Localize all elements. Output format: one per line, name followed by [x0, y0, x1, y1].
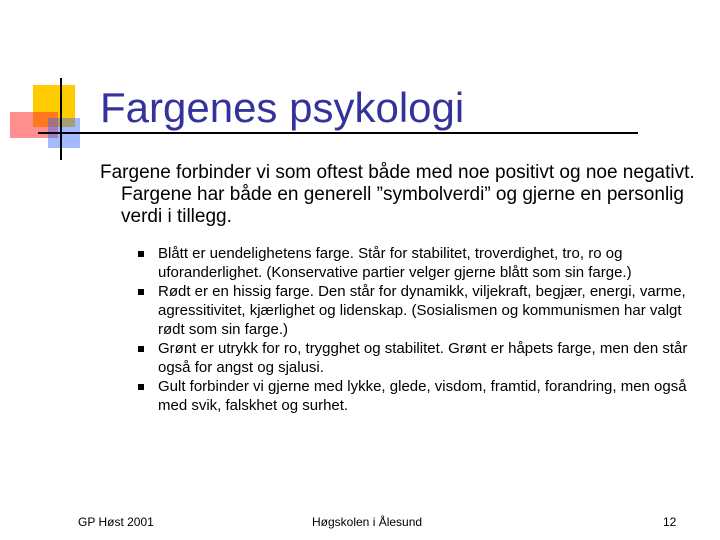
slide-title: Fargenes psykologi	[100, 84, 465, 131]
bullet-item-blue	[138, 244, 708, 282]
bullet-text: Blått er uendelighetens farge. Står for stabilitet, troverdighet, tro, ro og uforanderlighet. (Konservative partier velger gjerne blått som sin farge.)	[158, 245, 632, 281]
bullet-text: Rødt er en hissig farge. Den står for dynamikk, viljekraft, begjær, energi, varme, agressitivitet, kjærlighet og lidenskap. (Sosialismen og kommunismen har valgt rødt som sin farge.)	[158, 283, 686, 338]
footer-date: GP Høst 2001	[78, 515, 154, 529]
lead-paragraph: Fargene forbinder vi som oftest både med noe positivt og noe negativt. Fargene har både en generell ”symbolverdi” og gjerne en personlig verdi i tillegg.	[100, 162, 695, 227]
bullet-square-icon	[138, 289, 144, 295]
bullet-square-icon	[138, 384, 144, 390]
bullet-item-red	[138, 282, 708, 339]
decor-vertical-line	[60, 78, 62, 160]
bullet-item-yellow	[138, 377, 708, 415]
bullet-square-icon	[138, 346, 144, 352]
page-number: 12	[663, 515, 677, 529]
bullet-item-green	[138, 339, 708, 377]
bullet-square-icon	[138, 251, 144, 257]
bullet-list	[138, 244, 708, 415]
bullet-text: Gult forbinder vi gjerne med lykke, glede, visdom, framtid, forandring, men også med svik, falskhet og surhet.	[158, 378, 687, 414]
bullet-text: Grønt er utrykk for ro, trygghet og stabilitet. Grønt er håpets farge, men den står også for angst og sjalusi.	[158, 340, 688, 376]
title-underline	[38, 132, 638, 134]
footer-institution: Høgskolen i Ålesund	[312, 515, 423, 529]
